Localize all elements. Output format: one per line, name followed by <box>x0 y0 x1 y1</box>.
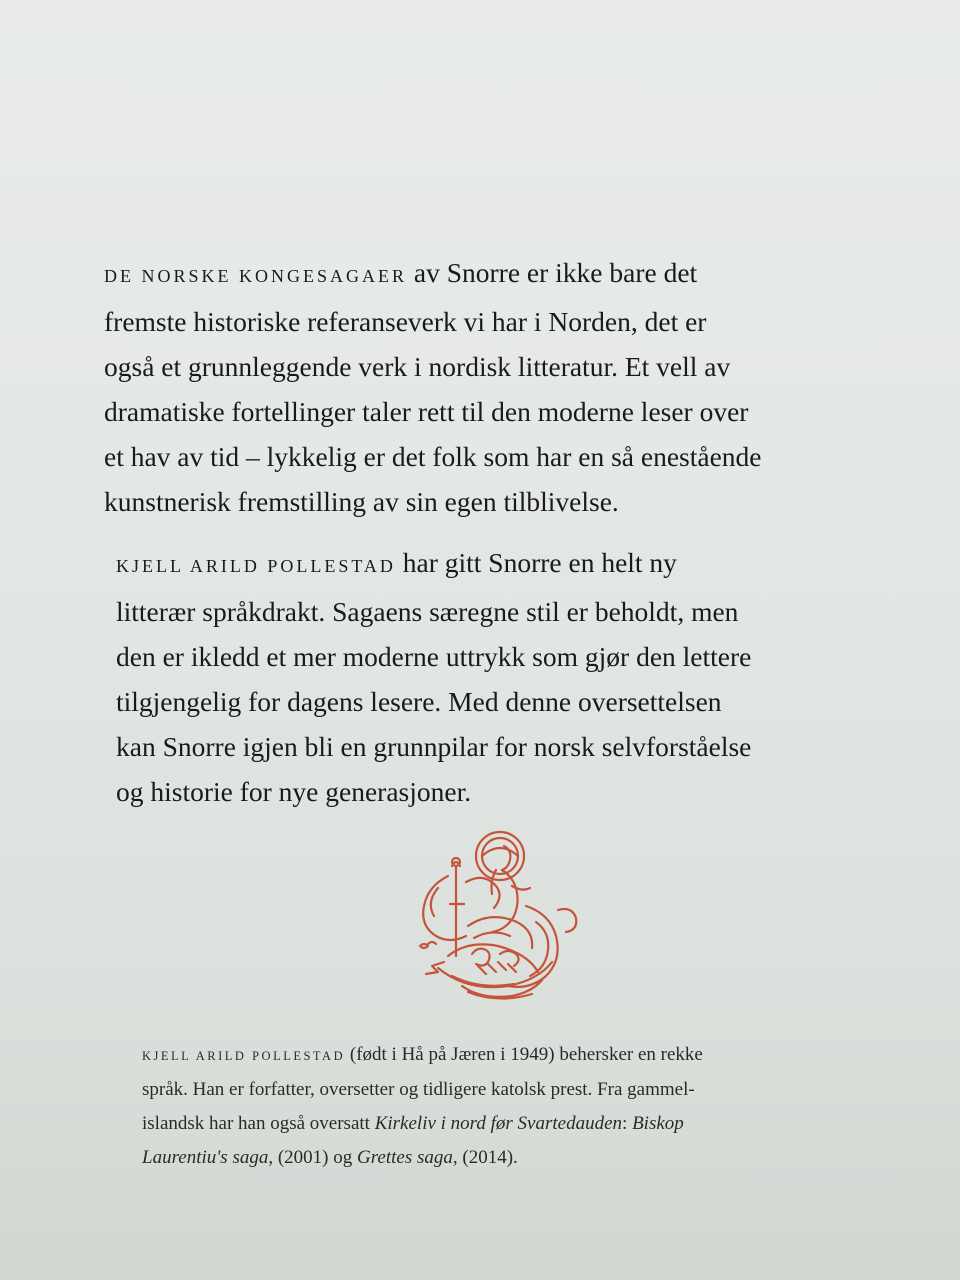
paragraph-line: et hav av tid – lykkelig er det folk som har en så enestående <box>104 441 762 472</box>
paragraph-line: kan Snorre igjen bli en grunnpilar for norsk selvforståelse <box>116 731 752 762</box>
book-title: Grettes saga <box>357 1147 453 1168</box>
paragraph-line: den er ikledd et mer moderne uttrykk som gjør den lettere <box>116 641 752 672</box>
paragraph-line: tilgjengelig for dagens lesere. Med denne oversettelsen <box>116 686 722 717</box>
author-name-smallcaps: KJELL ARILD POLLESTAD <box>142 1049 346 1063</box>
paragraph-line: fremste historiske referanseverk vi har i Norden, det er <box>104 306 707 337</box>
paragraph-line: og historie for nye generasjoner. <box>116 776 472 807</box>
paragraph-line <box>116 540 896 589</box>
bio-text: , (2001) og <box>268 1147 358 1168</box>
paragraph-line: kunstnerisk fremstilling av sin egen tilblivelse. <box>104 486 619 517</box>
paragraph-line: dramatiske fortellinger taler rett til den moderne leser over <box>104 396 749 427</box>
book-title: Biskop <box>632 1113 684 1134</box>
bio-text: (født i Hå på Jæren i 1949) behersker en rekke <box>345 1044 703 1065</box>
bio-line <box>142 1141 862 1175</box>
book-title: Laurentiu's saga <box>142 1147 269 1168</box>
bio-text: : <box>622 1113 633 1134</box>
line-text: har gitt Snorre en helt ny <box>395 547 677 578</box>
title-smallcaps: DE NORSKE KONGESAGAER <box>104 266 408 286</box>
paragraph-line <box>104 250 884 299</box>
line-text: av Snorre er ikke bare det <box>407 257 698 288</box>
author-bio <box>142 1038 862 1175</box>
author-smallcaps: KJELL ARILD POLLESTAD <box>116 556 396 576</box>
paragraph-line: også et grunnleggende verk i nordisk litteratur. Et vell av <box>104 351 731 382</box>
bio-line <box>142 1107 862 1141</box>
bio-text: islandsk har han også oversatt <box>142 1113 375 1134</box>
bio-line <box>142 1038 862 1073</box>
saint-with-sword-emblem-icon <box>408 826 584 1008</box>
bio-line: språk. Han er forfatter, oversetter og tidligere katolsk prest. Fra gammel- <box>142 1079 695 1100</box>
bio-text: , (2014). <box>452 1147 518 1168</box>
description-paragraph-2 <box>116 540 896 814</box>
description-paragraph-1 <box>104 250 884 524</box>
book-title: Kirkeliv i nord før Svartedauden <box>374 1113 623 1134</box>
paragraph-line: litterær språkdrakt. Sagaens særegne stil er beholdt, men <box>116 596 739 627</box>
